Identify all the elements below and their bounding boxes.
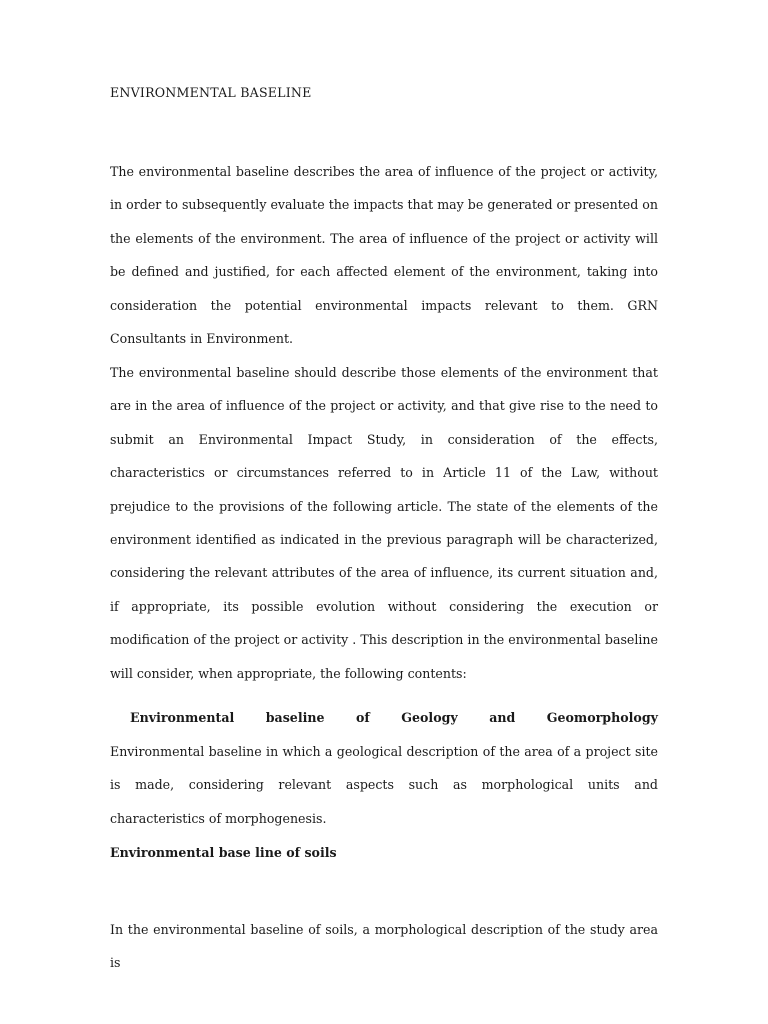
paragraph-soils: In the environmental baseline of soils, a morphological description of the study area is: [110, 922, 658, 971]
document-title: ENVIRONMENTAL BASELINE: [110, 85, 312, 100]
subheading-geology-word: baseline: [265, 710, 325, 725]
paragraph-intro: The environmental baseline describes the area of influence of the project or activity, in order to subsequently evaluate the impacts that may be generated or presented on the elements of the environment. The area of influence of the project or activity will be defined and justified, for each affected element of the environment, taking into consideration the potential environmental impacts relevant to them. GRN Consultants in Environment.: [110, 164, 658, 347]
subheading-geology-word: Geology: [401, 710, 458, 725]
subheading-soils: Environmental base line of soils: [110, 845, 337, 860]
paragraph-description: The environmental baseline should describe those elements of the environment that are in the area of influence of the project or activity, and that give rise to the need to submit an Environmental Impact Study, in consideration of the effects, characteristics or circumstances referred to in Article 11 of the Law, without prejudice to the provisions of the following article. The state of the elements of the environment identified as indicated in the previous paragraph will be characterized, considering the relevant attributes of the area of influence, its current situation and, if appropriate, its possible evolution without considering the execution or modification of the project or activity . This description in the environmental baseline will consider, when appropriate, the following contents:: [110, 365, 658, 681]
subheading-geology-word: Geomorphology: [546, 710, 658, 725]
subheading-geology-word: Environmental: [130, 710, 235, 725]
paragraph-geology: Environmental baseline in which a geological description of the area of a project site is made, considering relevant aspects such as morphological units and characteristics of morphogenesis.: [110, 744, 658, 826]
subheading-geology-word: of: [356, 710, 370, 725]
subheading-geology-word: and: [489, 710, 516, 725]
subheading-geology: [130, 701, 658, 734]
